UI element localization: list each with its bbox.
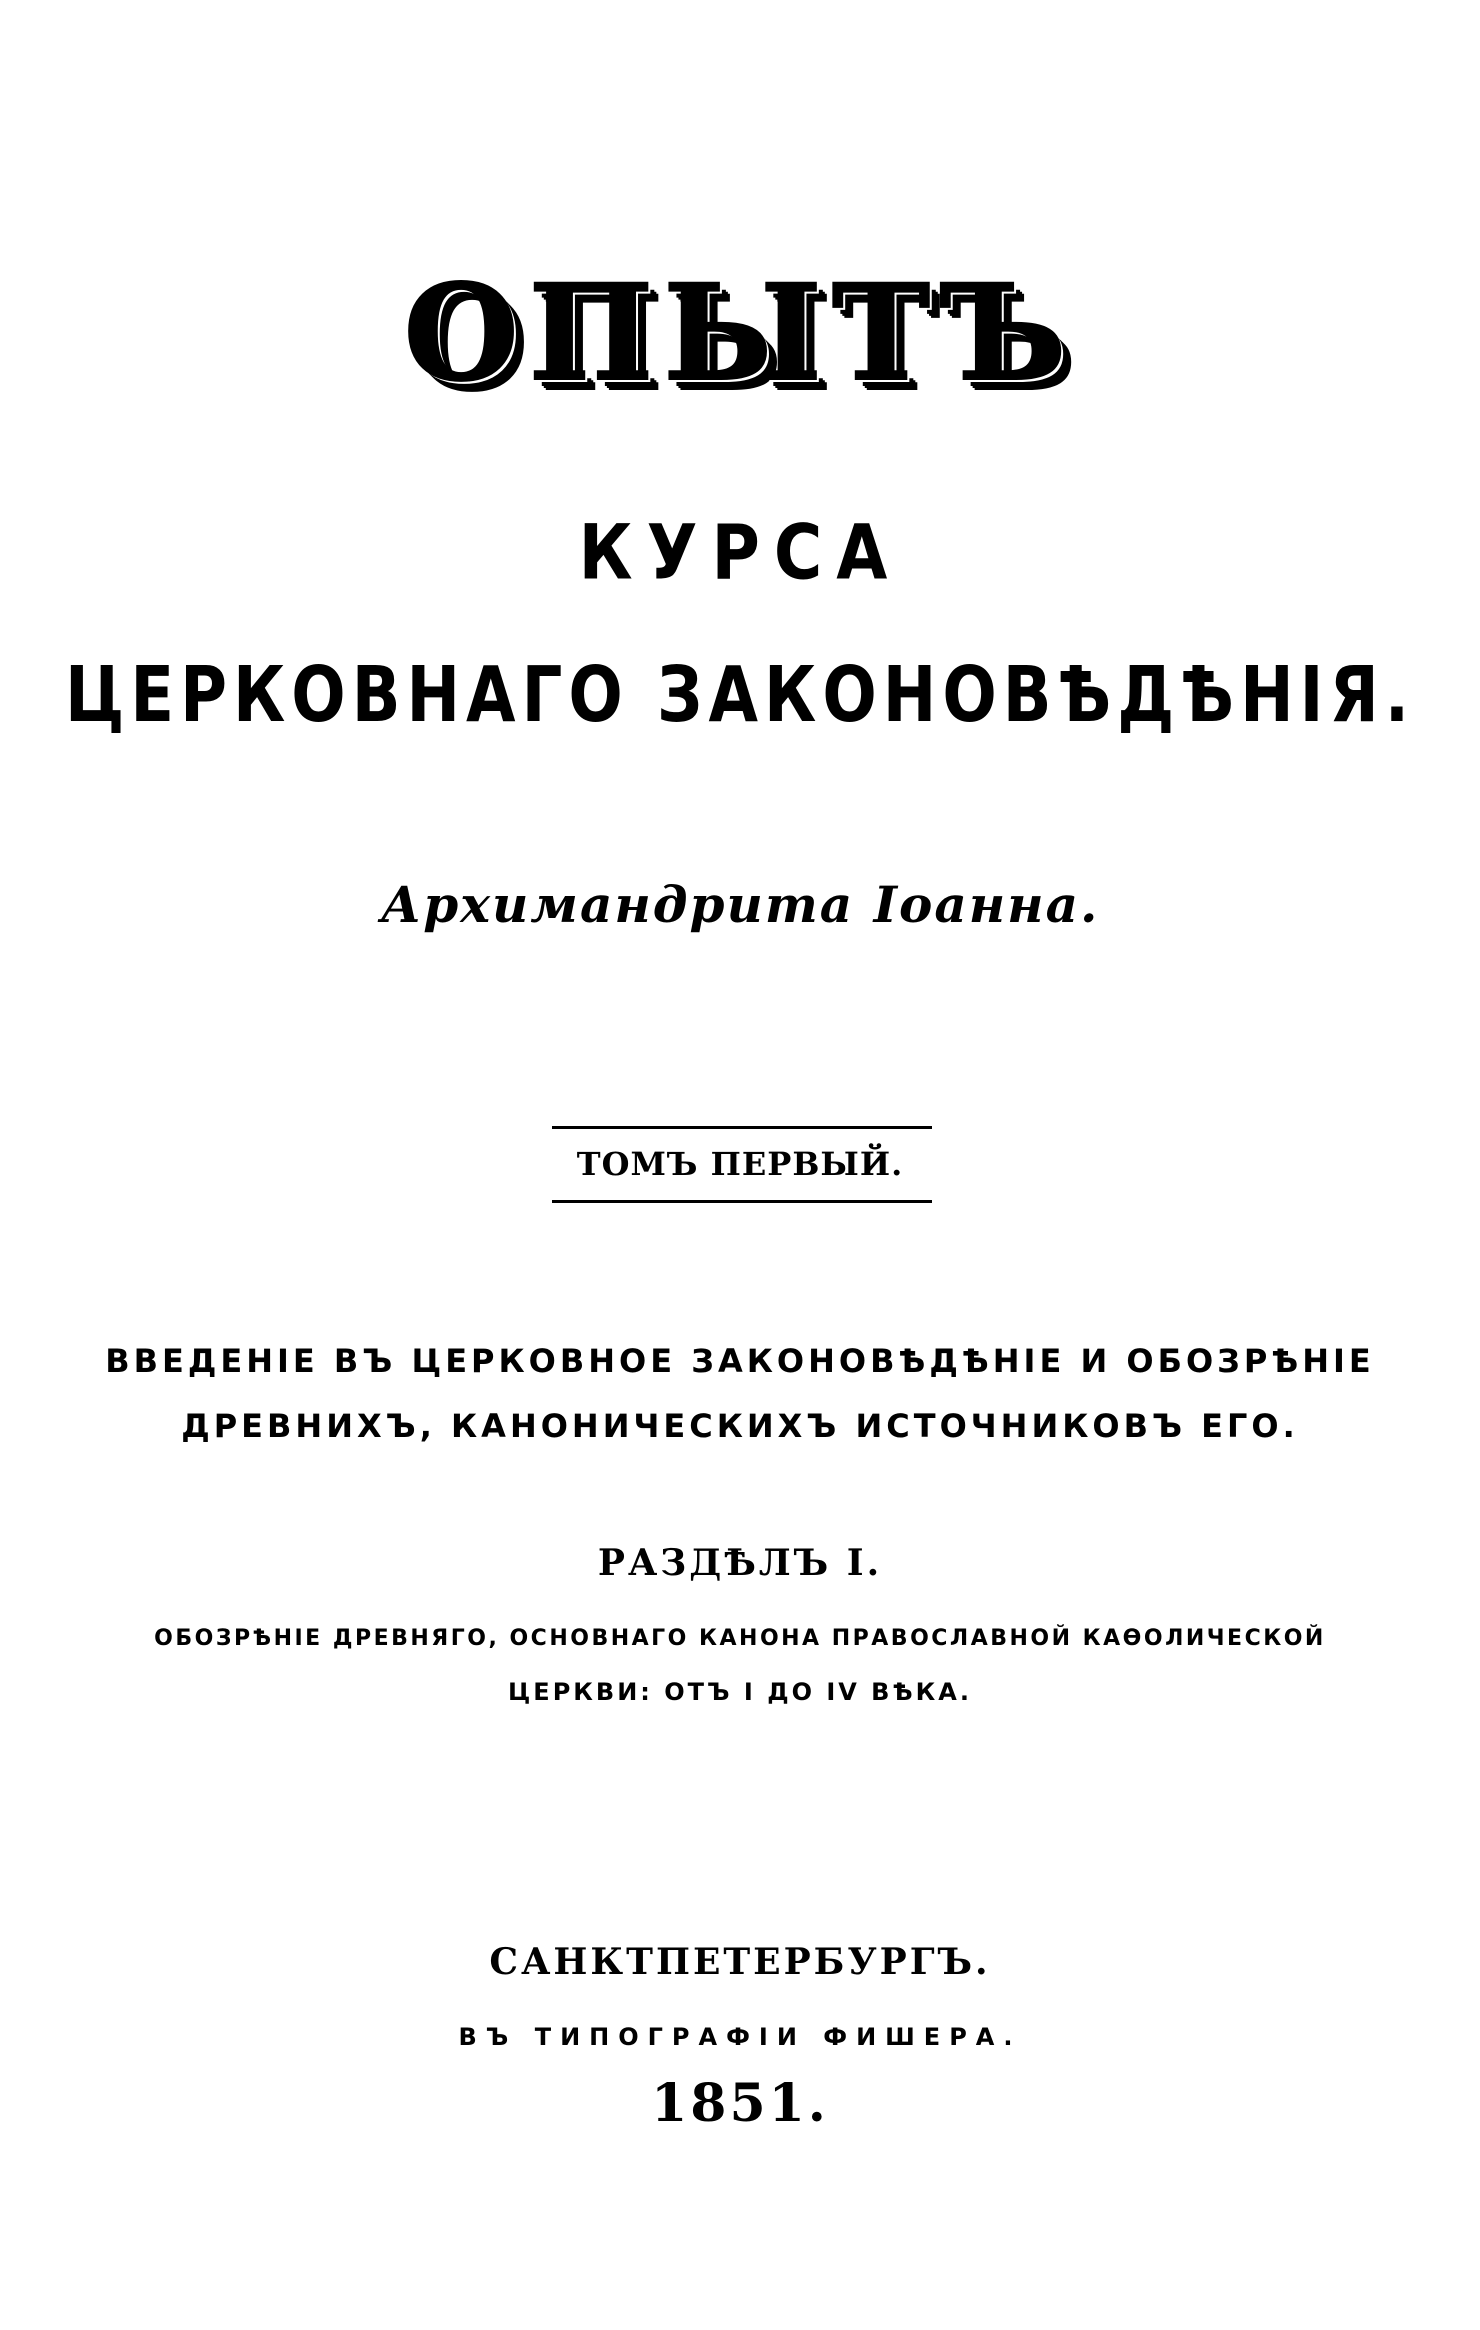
volume-rule-bottom bbox=[552, 1200, 932, 1203]
section-description-line-2: ЦЕРКВИ: ОТЪ I ДО IV ВѢКА. bbox=[508, 1678, 972, 1706]
decorative-title: ОПЫТЪ bbox=[403, 256, 1077, 411]
contents-line-2: ДРЕВНИХЪ, КАНОНИЧЕСКИХЪ ИСТОЧНИКОВЪ ЕГО. bbox=[181, 1407, 1299, 1445]
imprint-year: 1851. bbox=[651, 2073, 829, 2134]
volume-rule-top bbox=[552, 1126, 932, 1129]
volume-label: ТОМЪ ПЕРВЫЙ. bbox=[576, 1145, 904, 1183]
imprint-printer: ВЪ ТИПОГРАФІИ ФИШЕРА. bbox=[458, 2023, 1022, 2051]
section-description-line-1: ОБОЗРѢНІЕ ДРЕВНЯГО, ОСНОВНАГО КАНОНА ПРАВОСЛАВНОЙ КАѲОЛИЧЕСКОЙ bbox=[154, 1626, 1326, 1651]
subtitle-church-law: ЦЕРКОВНАГО ЗАКОНОВѢДѢНІЯ. bbox=[64, 651, 1416, 741]
subtitle-kursa: КУРСА bbox=[578, 508, 902, 597]
contents-line-1: ВВЕДЕНІЕ ВЪ ЦЕРКОВНОЕ ЗАКОНОВѢДѢНІЕ И ОБОЗРѢНІЕ bbox=[105, 1342, 1375, 1380]
section-heading: РАЗДѢЛЪ I. bbox=[597, 1542, 883, 1584]
imprint-city: САНКТПЕТЕРБУРГЪ. bbox=[489, 1941, 991, 1983]
author-line: Архимандрита Іоанна. bbox=[380, 875, 1100, 934]
